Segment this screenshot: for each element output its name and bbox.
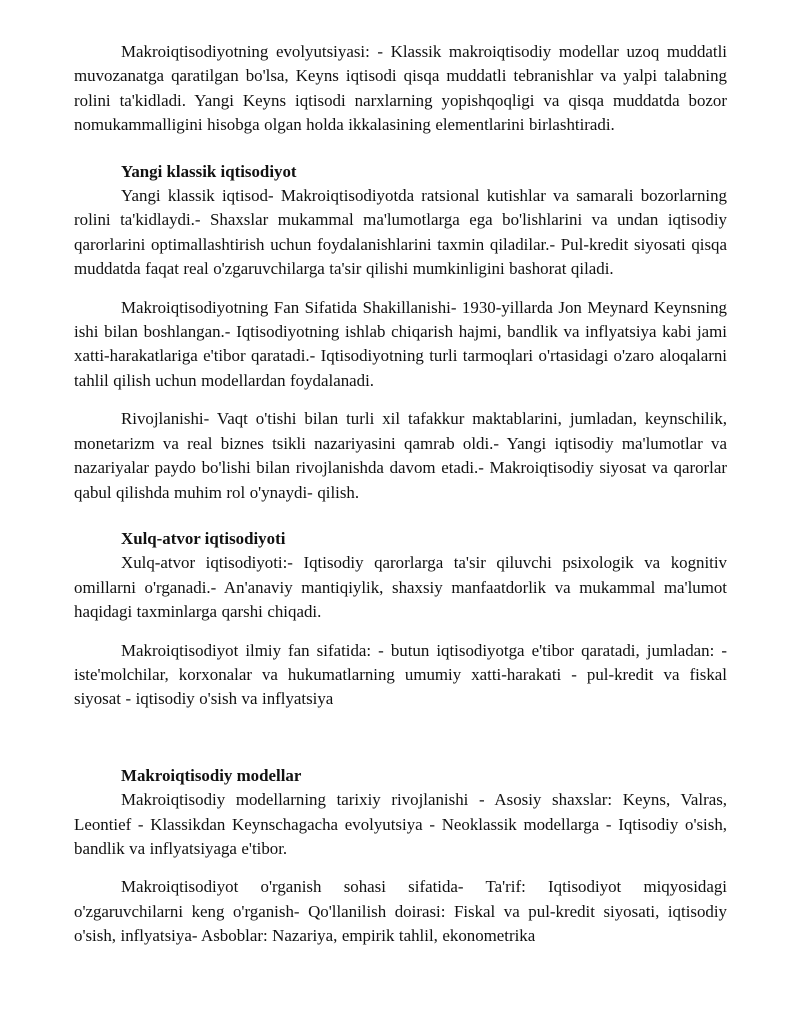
paragraph-models-history: Makroiqtisodiy modellarning tarixiy rivojlanishi - Asosiy shaxslar: Keyns, Valras, Leontief - Klassikdan Keynschagacha evolyutsiya - Neoklassik modellarga - Iqtisodiy o'sish, bandlik va inflyatsiyaga e'tibor.: [74, 790, 727, 858]
heading-behavioral: Xulq-atvor iqtisodiyoti: [121, 528, 286, 548]
heading-models: Makroiqtisodiy modellar: [121, 765, 302, 785]
paragraph-field-of-study: Makroiqtisodiyot o'rganish sohasi sifatida- Ta'rif: Iqtisodiyot miqyosidagi o'zgaruvchilarni keng o'rganish- Qo'llanilish doirasi: Fiskal va pul-kredit siyosati, iqtisodiy o'sish, inflyatsiya- Asboblar: Nazariya, empirik tahlil, ekonometrika: [74, 877, 727, 946]
paragraph-development: Rivojlanishi- Vaqt o'tishi bilan turli xil tafakkur maktablarini, jumladan, keynschilik, monetarizm va real biznes tsikli nazariyasini qamrab oldi.- Yangi iqtisodiy ma'lumotlar va nazariyalar paydo bo'lishi bilan rivojlanishda davom etadi.- Makroiqtisodiy siyosat va qarorlar qabul qilishda muhim rol o'ynaydi- qilish.: [74, 409, 727, 502]
paragraph-science-formation: Makroiqtisodiyotning Fan Sifatida Shakillanishi- 1930-yillarda Jon Meynard Keynsning ishi bilan boshlangan.- Iqtisodiyotning ishlab chiqarish hajmi, bandlik va inflyatsiya kabi jami xatti-harakatlariga e'tibor qaratadi.- Iqtisodiyotning turli tarmoqlari o'rtasidagi o'zaro aloqalarni tahlil qilish uchun modellardan foydalanadi.: [74, 297, 727, 390]
paragraph-new-classical: Yangi klassik iqtisod- Makroiqtisodiyotda ratsional kutishlar va samarali bozorlarning rolini ta'kidlaydi.- Shaxslar mukammal ma'lumotlarga ega bo'lishlarini va undan iqtisodiy qarorlarini optimallashtirish uchun foydalanishlarini taxmin qiladilar.- Pul-kredit siyosati qisqa muddatda faqat real o'zgaruvchilarga ta'sir qilishi mumkinligini bashorat qiladi.: [74, 186, 727, 279]
paragraph-behavioral: Xulq-atvor iqtisodiyoti:- Iqtisodiy qarorlarga ta'sir qiluvchi psixologik va kognitiv omillarni o'rganadi.- An'anaviy mantiqiylik, shaxsiy manfaatdorlik va mukammal ma'lumot haqidagi taxminlarga qarshi chiqadi.: [74, 553, 727, 622]
heading-new-classical: Yangi klassik iqtisodiyot: [121, 161, 297, 181]
paragraph-scientific-discipline: Makroiqtisodiyot ilmiy fan sifatida: - butun iqtisodiyotga e'tibor qaratadi, jumladan: - iste'molchilar, korxonalar va hukumatlarning umumiy xatti-harakati - pul-kredit va fiskal siyosat - iqtisodiy o'sish va inflyatsiya: [74, 640, 727, 709]
document-page: [74, 40, 727, 949]
paragraph-evolution: Makroiqtisodiyotning evolyutsiyasi: - Klassik makroiqtisodiy modellar uzoq muddatli muvozanatga qaratilgan bo'lsa, Keyns iqtisodi qisqa muddatli tebranishlar va yalpi talabning rolini ta'kidladi. Yangi Keyns iqtisodi narxlarning yopishqoqligi va qisqa muddatda bozor nomukammalligini hisobga olgan holda ikkalasining elementlarini birlashtiradi.: [74, 42, 727, 135]
